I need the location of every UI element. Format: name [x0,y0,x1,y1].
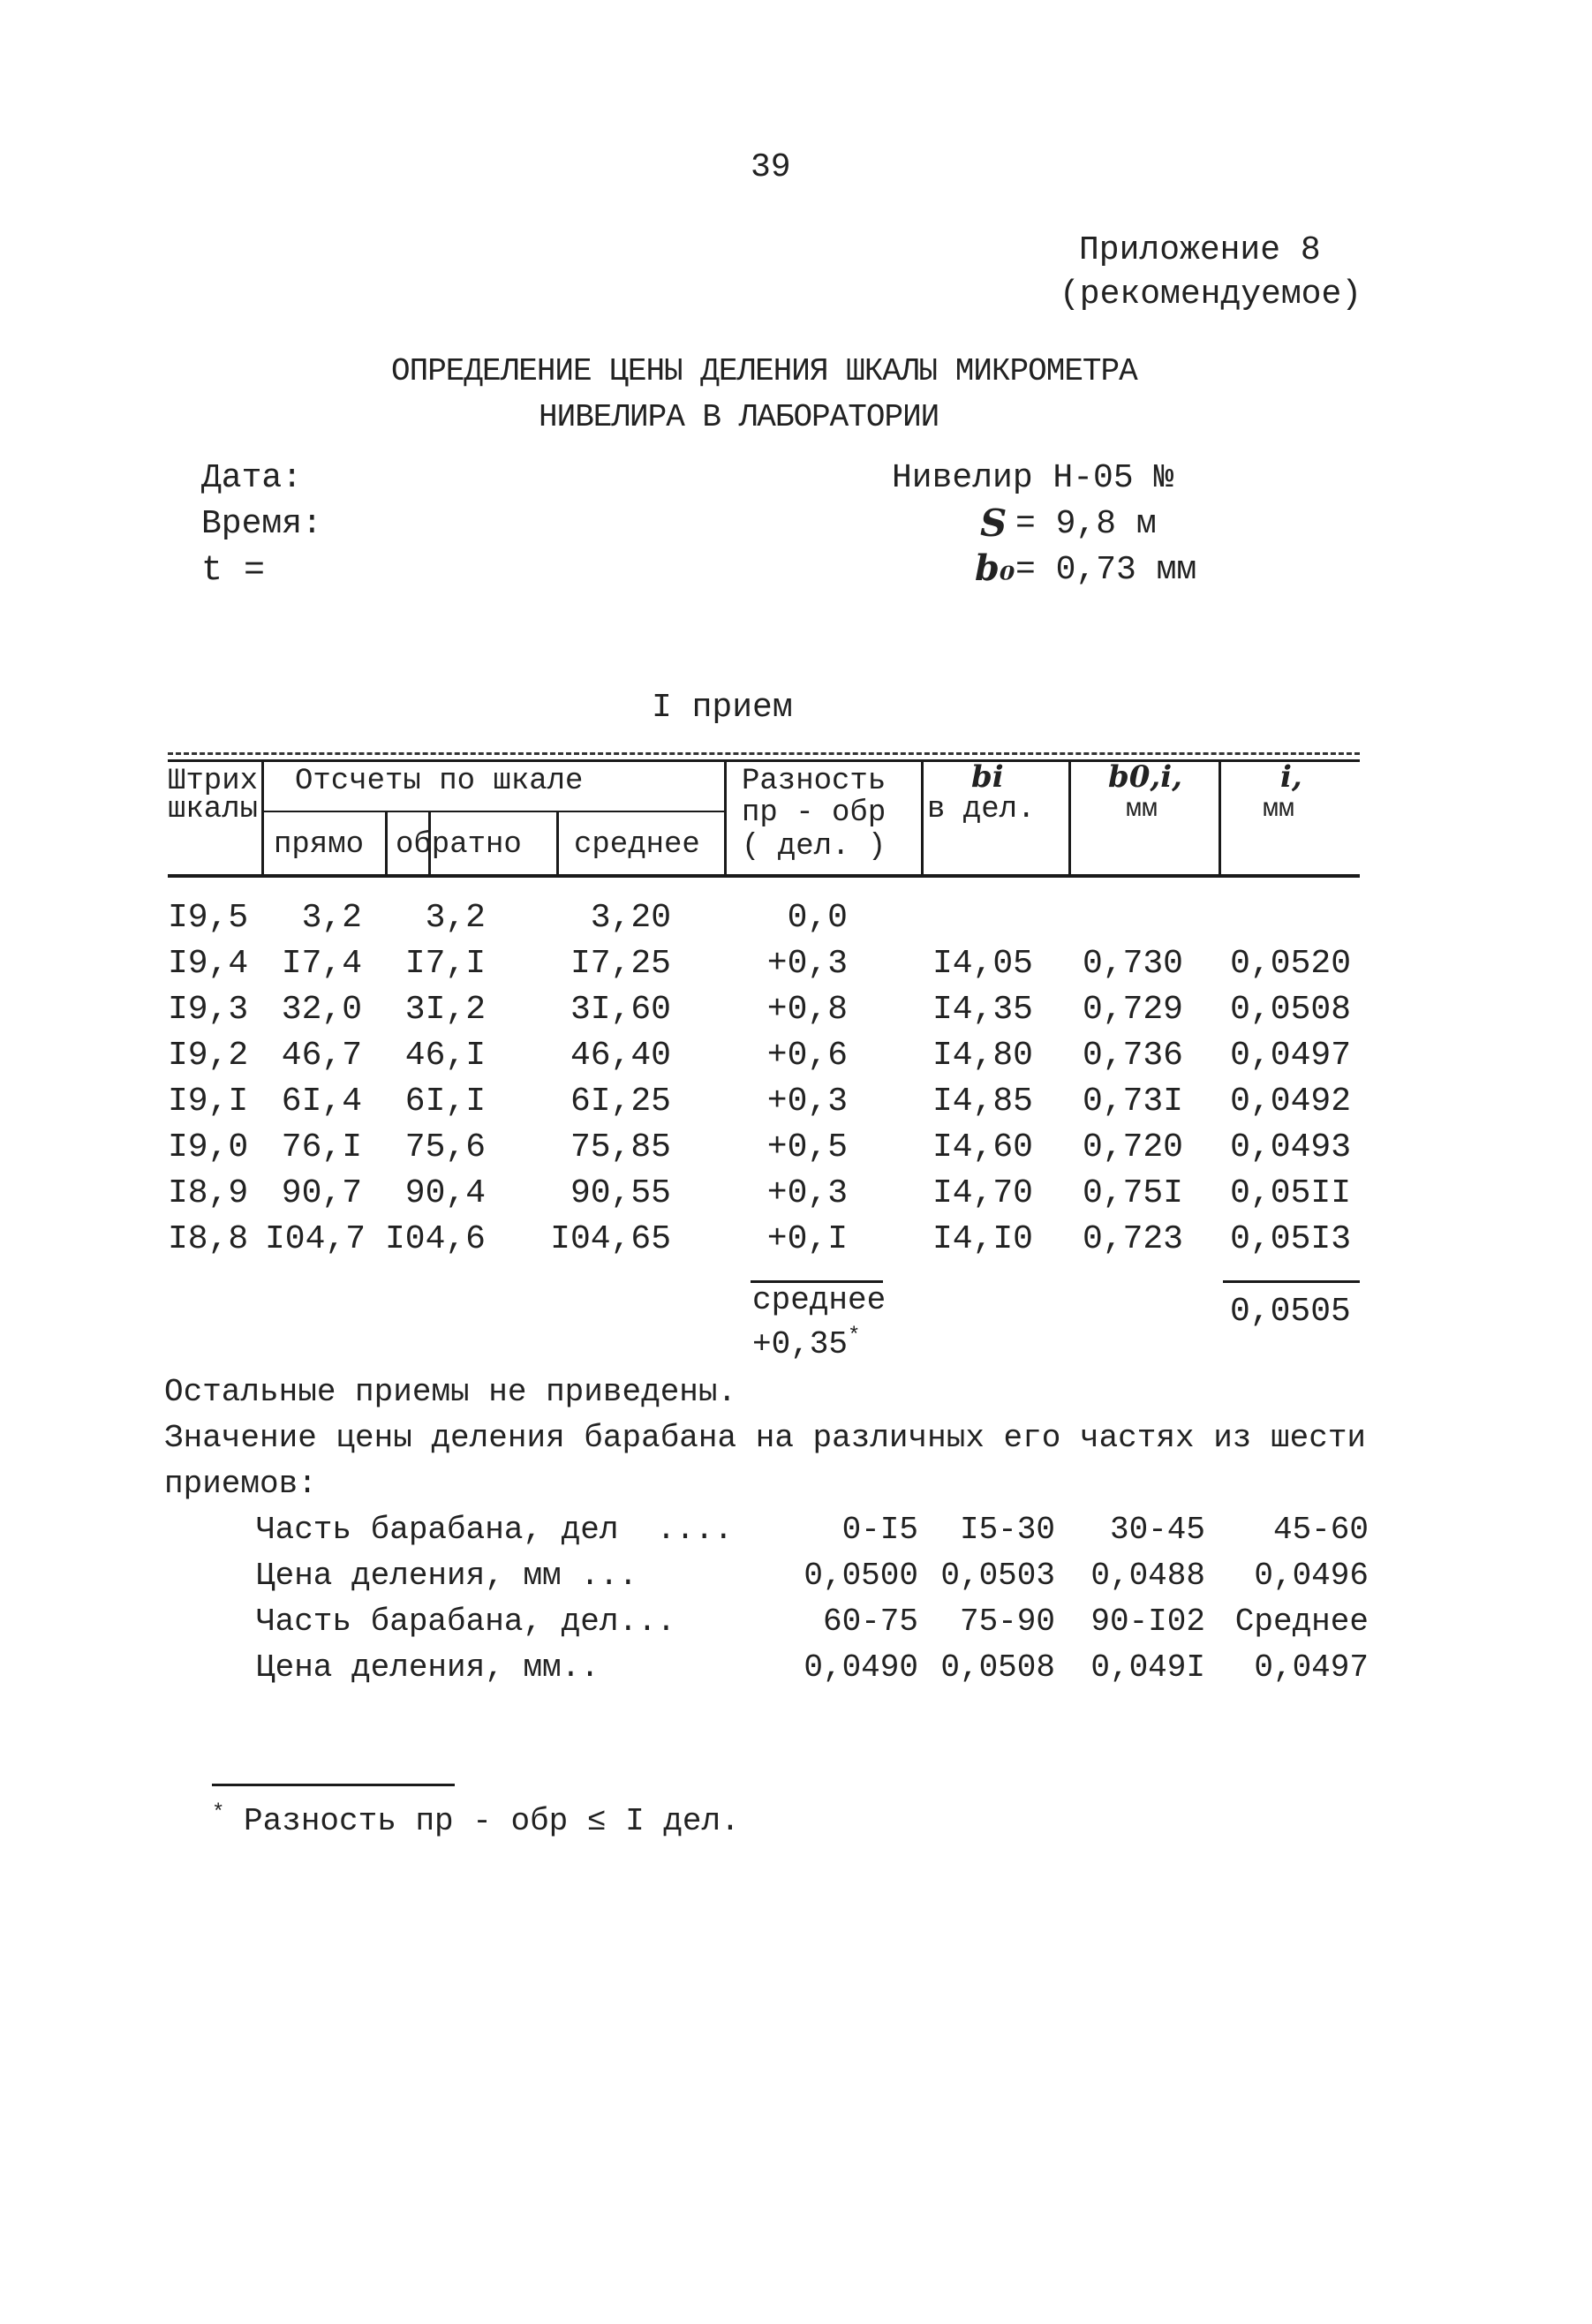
drum-row-value: 75-90 [959,1603,1055,1640]
table-cell-diff: +0,6 [766,1037,848,1075]
date-label: Дата: [201,459,303,497]
instrument-label: Нивелир Н-05 № [892,459,1174,497]
drum-row-value: 0,0500 [804,1558,918,1594]
drum-row-value: 0,0496 [1254,1558,1369,1594]
table-cell-stroke: I9,I [168,1083,249,1120]
table-cell-i: 0,0492 [1230,1083,1351,1120]
page-number: 39 [751,148,791,186]
table-cell-mean: 3,20 [590,899,671,937]
drum-row-label: Цена деления, мм.. [256,1649,600,1686]
table-cell-i: 0,0520 [1230,945,1351,983]
drum-row-value: 30-45 [1109,1512,1205,1548]
drum-row-label: Часть барабана, дел .... [256,1512,734,1548]
summary-mean-diff-mark: * [848,1324,861,1348]
table-cell-mean: 90,55 [570,1174,671,1212]
table-cell-diff: +0,8 [766,991,848,1029]
table-cell-reverse: 6I,I [404,1083,486,1120]
drum-row-value: 0,049I [1090,1649,1205,1686]
table-cell-direct: I04,7 [265,1220,366,1258]
table-header-bottom-rule [168,874,1360,878]
appendix-label: Приложение 8 [1079,231,1321,269]
table-cell-bi: I4,05 [932,945,1033,983]
table-cell-direct: 46,7 [281,1037,362,1075]
table-cell-reverse: 90,4 [404,1174,486,1212]
table-cell-stroke: I8,9 [168,1174,249,1212]
table-cell-i: 0,0493 [1230,1128,1351,1166]
drum-row-value: 90-I02 [1090,1603,1205,1640]
table-cell-bi: I4,80 [932,1037,1033,1075]
vrule-7 [1068,759,1071,876]
vrule-1 [261,759,264,876]
table-cell-stroke: I8,8 [168,1220,249,1258]
note-line-2: Значение цены деления барабана на различных его частях из шести [164,1420,1367,1456]
s-value: = 9,8 м [1015,505,1157,543]
drum-row-value: 0-I5 [841,1512,918,1548]
header-direct: прямо [274,828,365,862]
table-cell-bi: I4,70 [932,1174,1033,1212]
header-reverse: обратно [396,828,522,862]
table-cell-mean: 75,85 [570,1128,671,1166]
table-cell-mean: I7,25 [570,945,671,983]
readings-subrule [263,811,724,812]
table-cell-reverse: 3I,2 [404,991,486,1029]
b0-symbol: b₀ [975,547,1015,589]
table-cell-bi: I4,I0 [932,1220,1033,1258]
appendix-note: (рекомендуемое) [1060,275,1362,313]
header-stroke: Штрих [168,765,259,798]
table-cell-b0i: 0,730 [1082,945,1183,983]
table-cell-i: 0,05I3 [1230,1220,1351,1258]
header-diff: Разность [742,765,887,798]
footnote-text: Разность пр - обр ≤ I дел. [244,1803,740,1839]
title-line-2: НИВЕЛИРА В ЛАБОРАТОРИИ [539,399,939,435]
header-b0i-2: мм [1126,795,1158,825]
table-cell-mean: 6I,25 [570,1083,671,1120]
header-bi-2: в дел. [927,793,1036,826]
header-i-2: мм [1263,795,1295,825]
vrule-2 [385,812,388,876]
table-cell-direct: 6I,4 [281,1083,362,1120]
note-line-1: Остальные приемы не приведены. [164,1374,737,1410]
footnote [212,1801,740,1839]
table-cell-diff: +0,I [766,1220,848,1258]
vrule-6 [921,759,924,876]
drum-row-value: 0,0488 [1090,1558,1205,1594]
footnote-mark: * [212,1801,225,1825]
table-cell-diff: +0,3 [766,1083,848,1120]
table-cell-diff: +0,3 [766,1174,848,1212]
drum-row-value: 60-75 [822,1603,918,1640]
vrule-4 [556,812,559,876]
table-cell-b0i: 0,723 [1082,1220,1183,1258]
session-title: I прием [652,689,793,727]
header-diff-2: пр - обр [742,796,887,830]
header-i: i, [1280,759,1302,795]
table-cell-mean: 46,40 [570,1037,671,1075]
table-cell-direct: 90,7 [281,1174,362,1212]
table-cell-diff: 0,0 [787,899,848,937]
drum-row-label: Часть барабана, дел... [256,1603,676,1640]
header-mean: среднее [574,828,700,862]
table-cell-direct: 32,0 [281,991,362,1029]
drum-row-label: Цена деления, мм ... [256,1558,638,1594]
header-stroke-2: шкалы [168,793,259,826]
table-cell-direct: 76,I [281,1128,362,1166]
drum-row-value: Среднее [1234,1603,1369,1640]
drum-row-value: 45-60 [1272,1512,1369,1548]
header-readings: Отсчеты по шкале [295,765,584,798]
table-cell-diff: +0,5 [766,1128,848,1166]
table-cell-i: 0,0497 [1230,1037,1351,1075]
summary-mean-label: среднее [752,1282,887,1318]
table-cell-bi: I4,60 [932,1128,1033,1166]
table-cell-reverse: I7,I [404,945,486,983]
summary-rule-right [1223,1280,1360,1283]
table-cell-reverse: 46,I [404,1037,486,1075]
time-label: Время: [201,505,322,543]
footnote-rule [212,1784,455,1786]
t-label: t = [201,551,266,591]
table-cell-stroke: I9,4 [168,945,249,983]
table-cell-reverse: 3,2 [425,899,486,937]
vrule-5 [724,759,727,876]
header-b0i: b0,i, [1108,759,1183,795]
table-cell-reverse: 75,6 [404,1128,486,1166]
vrule-8 [1219,759,1221,876]
summary-mean-diff [752,1324,860,1362]
table-cell-stroke: I9,3 [168,991,249,1029]
table-top-rule [168,752,1360,755]
table-cell-bi: I4,85 [932,1083,1033,1120]
table-cell-reverse: I04,6 [384,1220,486,1258]
drum-row-value: 0,0508 [940,1649,1055,1686]
drum-row-value: 0,0503 [940,1558,1055,1594]
table-cell-stroke: I9,5 [168,899,249,937]
drum-row-value: 0,0497 [1254,1649,1369,1686]
summary-mean-diff-value: +0,35 [752,1326,849,1362]
header-diff-3: ( дел. ) [742,830,887,864]
table-cell-direct: I7,4 [281,945,362,983]
table-cell-b0i: 0,720 [1082,1128,1183,1166]
table-cell-bi: I4,35 [932,991,1033,1029]
note-line-3: приемов: [164,1466,317,1502]
table-cell-i: 0,05II [1230,1174,1351,1212]
table-cell-direct: 3,2 [301,899,362,937]
table-cell-diff: +0,3 [766,945,848,983]
table-cell-mean: I04,65 [550,1220,671,1258]
table-cell-i: 0,0508 [1230,991,1351,1029]
table-cell-b0i: 0,75I [1082,1174,1183,1212]
drum-row-value: I5-30 [959,1512,1055,1548]
table-cell-b0i: 0,736 [1082,1037,1183,1075]
title-line-1: ОПРЕДЕЛЕНИЕ ЦЕНЫ ДЕЛЕНИЯ ШКАЛЫ МИКРОМЕТРА [391,353,1137,389]
header-bi: bi [971,759,1004,795]
b0-value: = 0,73 мм [1015,551,1197,589]
drum-row-value: 0,0490 [804,1649,918,1686]
summary-mean-i: 0,0505 [1230,1293,1351,1331]
table-cell-b0i: 0,73I [1082,1083,1183,1120]
table-cell-stroke: I9,0 [168,1128,249,1166]
table-cell-stroke: I9,2 [168,1037,249,1075]
s-symbol: S [980,502,1007,545]
table-cell-mean: 3I,60 [570,991,671,1029]
table-cell-b0i: 0,729 [1082,991,1183,1029]
